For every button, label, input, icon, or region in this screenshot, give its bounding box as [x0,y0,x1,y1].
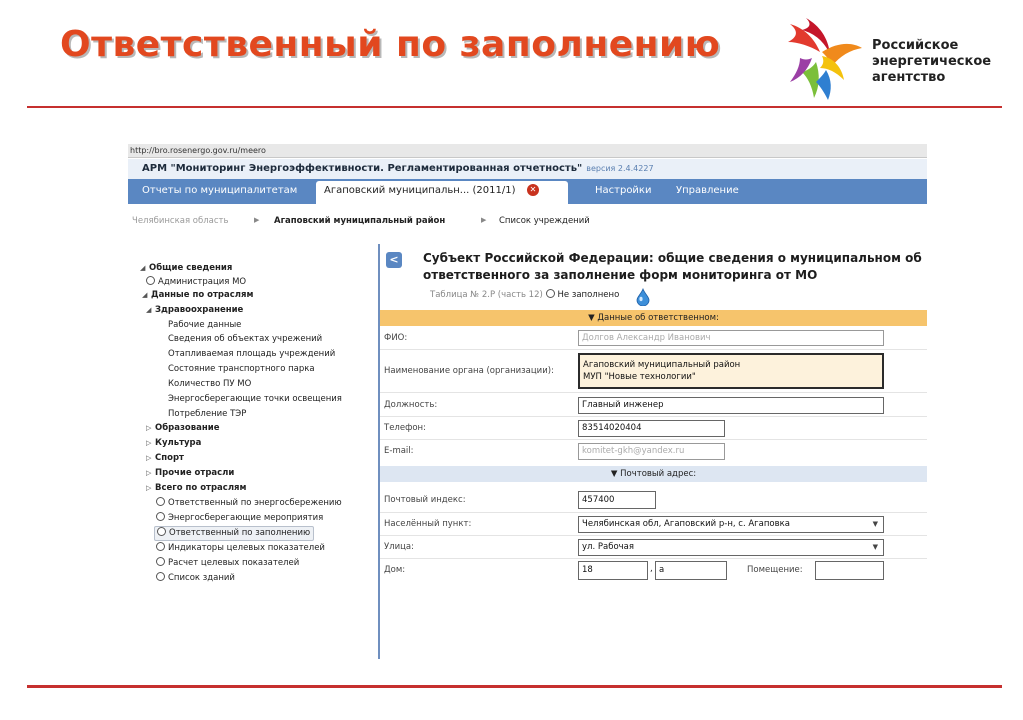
collapse-icon: ▼ [588,313,595,323]
org-line: Агаповский муниципальный район [583,360,741,370]
bottom-divider [27,685,1002,688]
logo-text-line: Российское [872,38,959,53]
form-row-phone [380,417,927,440]
tree-item-objects[interactable]: Сведения об объектах учрежений [168,334,323,344]
tree-item-indicators[interactable]: Индикаторы целевых показателей [156,542,325,555]
menu-item-reports[interactable]: Отчеты по муниципалитетам [142,185,298,196]
tree-item-transport[interactable]: Состояние транспортного парка [168,364,315,374]
form-row-postal-index [380,488,927,513]
slide-title: Ответственный по заполнению [60,24,721,65]
logo-text-line: агентство [872,70,946,85]
position-label: Должность: [384,400,438,410]
fio-field[interactable]: Долгов Александр Иванович [578,330,884,346]
street-label: Улица: [384,542,414,552]
tree-item-measures[interactable]: Энергосберегающие мероприятия [156,512,323,525]
org-field[interactable] [578,353,884,389]
app-title [142,163,654,174]
tree-item-filling-responsible[interactable]: Ответственный по заполнению [154,526,314,541]
radio-icon [146,276,155,285]
phone-field[interactable]: 83514020404 [578,420,725,437]
collapse-icon: ▼ [610,469,618,479]
chevron-down-icon: ▼ [872,520,878,528]
tree-item-heated-area[interactable]: Отапливаемая площадь учреждений [168,349,336,359]
tree-item-meters[interactable]: Количество ПУ МО [168,379,252,389]
expand-closed-icon: ▷ [146,424,152,432]
postal-index-label: Почтовый индекс: [384,495,466,505]
fill-status: Не заполнено [557,290,620,300]
status-radio-icon[interactable] [546,289,555,298]
app-version: версия 2.4.4227 [586,164,654,173]
table-note [430,289,619,300]
tab-municipality[interactable] [316,181,568,204]
street-value: ул. Рабочая [582,542,634,552]
url-bar[interactable]: http://bro.rosenergo.gov.ru/meero [128,144,927,158]
breadcrumb [128,204,927,238]
section-responsible-header[interactable]: ▼ Данные об ответственном: [380,310,927,326]
form-row-org [380,350,927,393]
expand-closed-icon: ▷ [146,484,152,492]
form-row-locality [380,513,927,536]
locality-label: Населённый пункт: [384,519,472,529]
tree-item-sport[interactable]: ▷ Спорт [146,453,184,463]
email-label: E-mail: [384,446,414,456]
room-field[interactable] [815,561,884,580]
house-field[interactable]: 18 [578,561,648,580]
tree-item-culture[interactable]: ▷ Культура [146,438,202,448]
app-screenshot [128,144,927,659]
table-number: Таблица № 2.Р (часть 12) [430,290,543,300]
chevron-down-icon: ▼ [872,543,878,551]
top-divider [27,106,1002,108]
main-menu [128,179,927,204]
tree-item-administration[interactable]: Администрация МО [146,276,246,289]
tree-item-work-data[interactable]: Рабочие данные [168,320,242,330]
tree-item-education[interactable]: ▷ Образование [146,423,220,433]
org-label: Наименование органа (организации): [384,366,554,376]
expand-closed-icon: ▷ [146,454,152,462]
expand-open-icon: ◢ [142,291,148,299]
form-row-house [380,559,927,583]
locality-value: Челябинская обл, Агаповский р-н, с. Агаповка [582,519,790,529]
back-button[interactable]: < [386,252,402,268]
expand-closed-icon: ▷ [146,439,152,447]
phone-label: Телефон: [384,423,426,433]
tree-item-consumption[interactable]: Потребление ТЭР [168,409,247,419]
locality-select[interactable] [578,516,884,533]
radio-icon [156,512,165,521]
logo-text-line: энергетическое [872,54,992,69]
tree-item-buildings[interactable]: Список зданий [156,572,235,585]
breadcrumb-item-region[interactable]: Челябинская область [132,216,229,226]
position-field[interactable]: Главный инженер [578,397,884,414]
app-title-text: АРМ "Мониторинг Энергоэффективности. Регламентированная отчетность" [142,163,583,174]
tree-item-calculation[interactable]: Расчет целевых показателей [156,557,299,570]
expand-open-icon: ◢ [146,306,152,314]
form-row-email [380,440,927,462]
form-row-fio [380,327,927,350]
radio-icon [157,527,166,536]
tree-item-energy-saving-responsible[interactable]: Ответственный по энергосбережению [156,497,342,510]
breadcrumb-arrow-icon: ▶ [254,216,260,224]
house-label: Дом: [384,565,406,575]
street-select[interactable] [578,539,884,556]
room-label: Помещение: [747,565,803,575]
radio-icon [156,572,165,581]
expand-closed-icon: ▷ [146,469,152,477]
breadcrumb-arrow-icon: ▶ [481,216,487,224]
tab-municipality-label: Агаповский муниципальн... (2011/1) [324,185,516,196]
logo-text [872,38,991,86]
content-title-line: ответственного за заполнение форм мониторинга от МО [423,268,818,282]
menu-item-settings[interactable]: Настройки [595,185,652,196]
section-postal-header[interactable]: ▼ Почтовый адрес: [380,466,927,482]
app-header [128,159,927,179]
sidebar-tree [128,244,378,659]
expand-open-icon: ◢ [140,264,146,272]
fio-label: ФИО: [384,333,408,343]
tree-item-sectors[interactable]: ◢ Данные по отраслям [142,290,254,300]
breadcrumb-item-list[interactable]: Список учреждений [499,216,590,226]
form-row-position [380,394,927,417]
rea-logo-icon [786,12,866,102]
tree-item-total[interactable]: ▷ Всего по отраслям [146,483,247,493]
menu-item-management[interactable]: Управление [676,185,739,196]
breadcrumb-item-district[interactable]: Агаповский муниципальный район [274,216,446,226]
close-icon[interactable]: ✕ [527,184,539,196]
building-field[interactable]: а [655,561,727,580]
tree-item-other[interactable]: ▷ Прочие отрасли [146,468,235,478]
radio-icon [156,497,165,506]
radio-icon [156,542,165,551]
form-row-street [380,536,927,559]
postal-index-field[interactable]: 457400 [578,491,656,509]
tree-item-lighting[interactable]: Энергосберегающие точки освещения [168,394,342,404]
content-panel [380,244,927,659]
house-separator: , [650,564,653,574]
radio-icon [156,557,165,566]
tree-item-general[interactable]: ◢ Общие сведения [140,263,233,273]
tree-item-health[interactable]: ◢ Здравоохранение [146,305,244,315]
cursor-drop-icon [636,288,650,306]
org-line: МУП "Новые технологии" [583,372,696,382]
content-title-line: Субъект Российской Федерации: общие сведения о муниципальном об [423,251,922,265]
content-title [423,250,922,284]
email-field[interactable]: komitet-gkh@yandex.ru [578,443,725,460]
